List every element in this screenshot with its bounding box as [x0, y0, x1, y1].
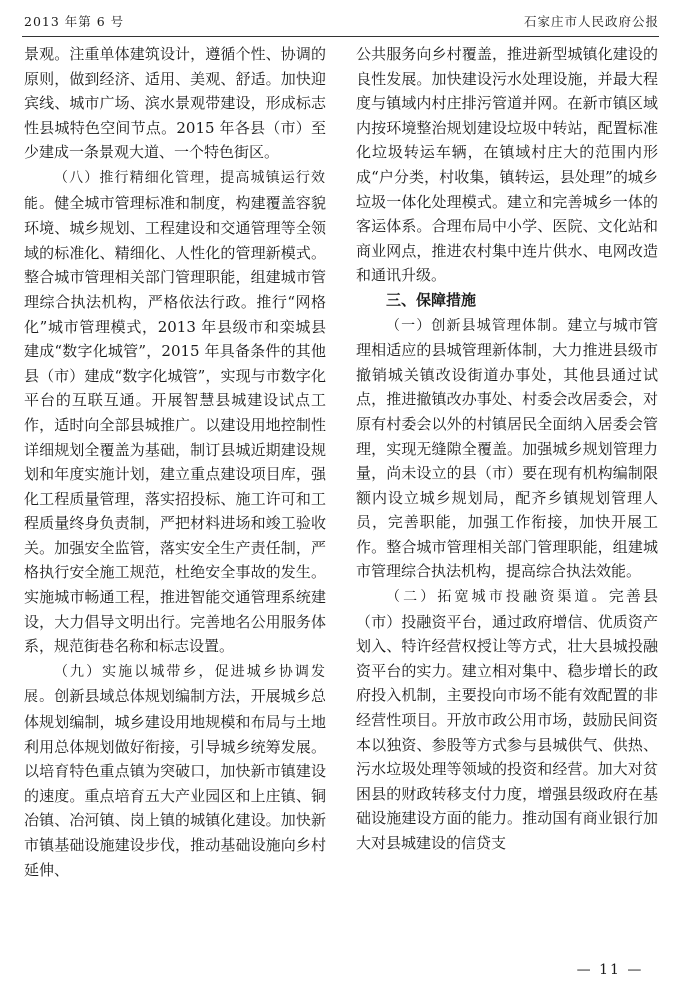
issue-label: 2013 年第 6 号 — [24, 14, 125, 29]
paragraph-text: 创新县域总体规划编制方法，开展城乡总体规划编制，城乡建设用地规模和布局与土地利用总体规划做好衔接，引导城乡统筹发展。以培育特色重点镇为突破口，加快新市镇建设的速度。重点培育五大产业园区和上庄镇、铜冶镇、冶河镇、岗上镇的城镇化建设。加快新市镇基础设施建设步伐，推动基础设施向乡村延伸、 — [24, 687, 326, 879]
paragraph — [356, 584, 658, 856]
page-number: — 11 — — [576, 962, 644, 978]
paragraph-text: 健全城市管理标准和制度，构建覆盖容貌环境、城乡规划、工程建设和交通管理等全领域的标准化、精细化、人性化的管理新模式。整合城市管理相关部门管理职能，组建城市管理综合执法机构，严格依法行政。推行“网格化”城市管理模式，2013 年县级市和栾城县建成“数字化城管”，2015 年具备条件的其他县（市）建成“数字化城管”，实现与市数字化平台的互联互通。开展智慧县城建设试点工作，适时向全部县城推广。以建设用地控制性详细规划全覆盖为基础，制订县城近期建设规划和年度实施计划，建立重点建设项目库，强化工程质量管理，落实招投标、施工许可和工程质量终身负责制，严把材料进场和竣工验收关。加强安全监管，落实安全生产责任制，严格执行安全施工规范，杜绝安全事故的发生。实施城市畅通工程，推进智能交通管理系统建设，大力倡导文明出行。完善地名公用服务体系，规范街巷名称和标志设置。 — [24, 193, 326, 656]
paragraph-text: 建立与城市管理相适应的县城管理新体制，大力推进县级市撤销城关镇改设街道办事处，其他县通过试点，推进撤镇改办事处、村委会改居委会，对原有村委会以外的村镇居民全面纳入居委会管理，实现无缝隙全覆盖。加强城乡规划管理力量，尚未设立的县（市）要在现有机构编制限额内设立城乡规划局，配齐乡镇规划管理人员，完善职能，加强工作衔接，加快开展工作。整合城市管理相关部门管理职能，组建城市管理综合执法机构，提高综合执法效能。 — [356, 315, 658, 581]
left-column — [24, 42, 326, 967]
page-header — [24, 8, 659, 34]
paragraph — [24, 165, 326, 659]
publication-title: 石家庄市人民政府公报 — [523, 14, 659, 29]
paragraph-text: 完善县（市）投融资平台，通过政府增信、优质资产划入、特许经营权授让等方式，壮大县城投融资平台的实力。建立相对集中、稳步增长的政府投入机制，主要投向市场不能有效配置的非经营性项目。开放市政公用市场，鼓励民间资本以独资、参股等方式参与县城供气、供热、污水垃圾处理等领域的投资和经营。加大对贫困县的财政转移支付力度，增强县级政府在基础设施建设方面的能力。推动国有商业银行加大对县城建设的信贷支 — [356, 587, 658, 852]
paragraph: 景观。注重单体建筑设计，遵循个性、协调的原则，做到经济、适用、美观、舒适。加快迎宾线、城市广场、滨水景观带建设，形成标志性县城特色空间节点。2015 年各县（市）至少建成一条景观大道、一个特色街区。 — [24, 45, 326, 162]
paragraph — [24, 659, 326, 882]
subsection-heading: （九）实施以城带乡，促进城乡协调发展。 — [24, 663, 326, 706]
subsection-heading: （一）创新县城管理体制。 — [386, 317, 568, 334]
paragraph: 公共服务向乡村覆盖，推进新型城镇化建设的良性发展。加快建设污水处理设施，并最大程度与镇域内村庄排污管道并网。在新市镇区域内按环境整治规划建设垃圾中转站，配置标准化垃圾转运车辆，在镇域村庄大的范围内形成“户分类，村收集，镇转运，县处理”的城乡垃圾一体化处理模式。建立和完善城乡一体的客运体系。合理布局中小学、医院、文化站和商业网点，推进农村集中连片供水、电网改造和通讯升级。 — [356, 45, 658, 285]
subsection-heading: （二）拓宽城市投融资渠道。 — [386, 589, 609, 606]
section-heading: 三、保障措施 — [386, 290, 477, 309]
right-column — [356, 42, 658, 967]
subsection-heading: （八）推行精细化管理，提高城镇运行效能。 — [24, 169, 326, 212]
paragraph — [356, 313, 658, 585]
header-divider — [22, 36, 659, 37]
